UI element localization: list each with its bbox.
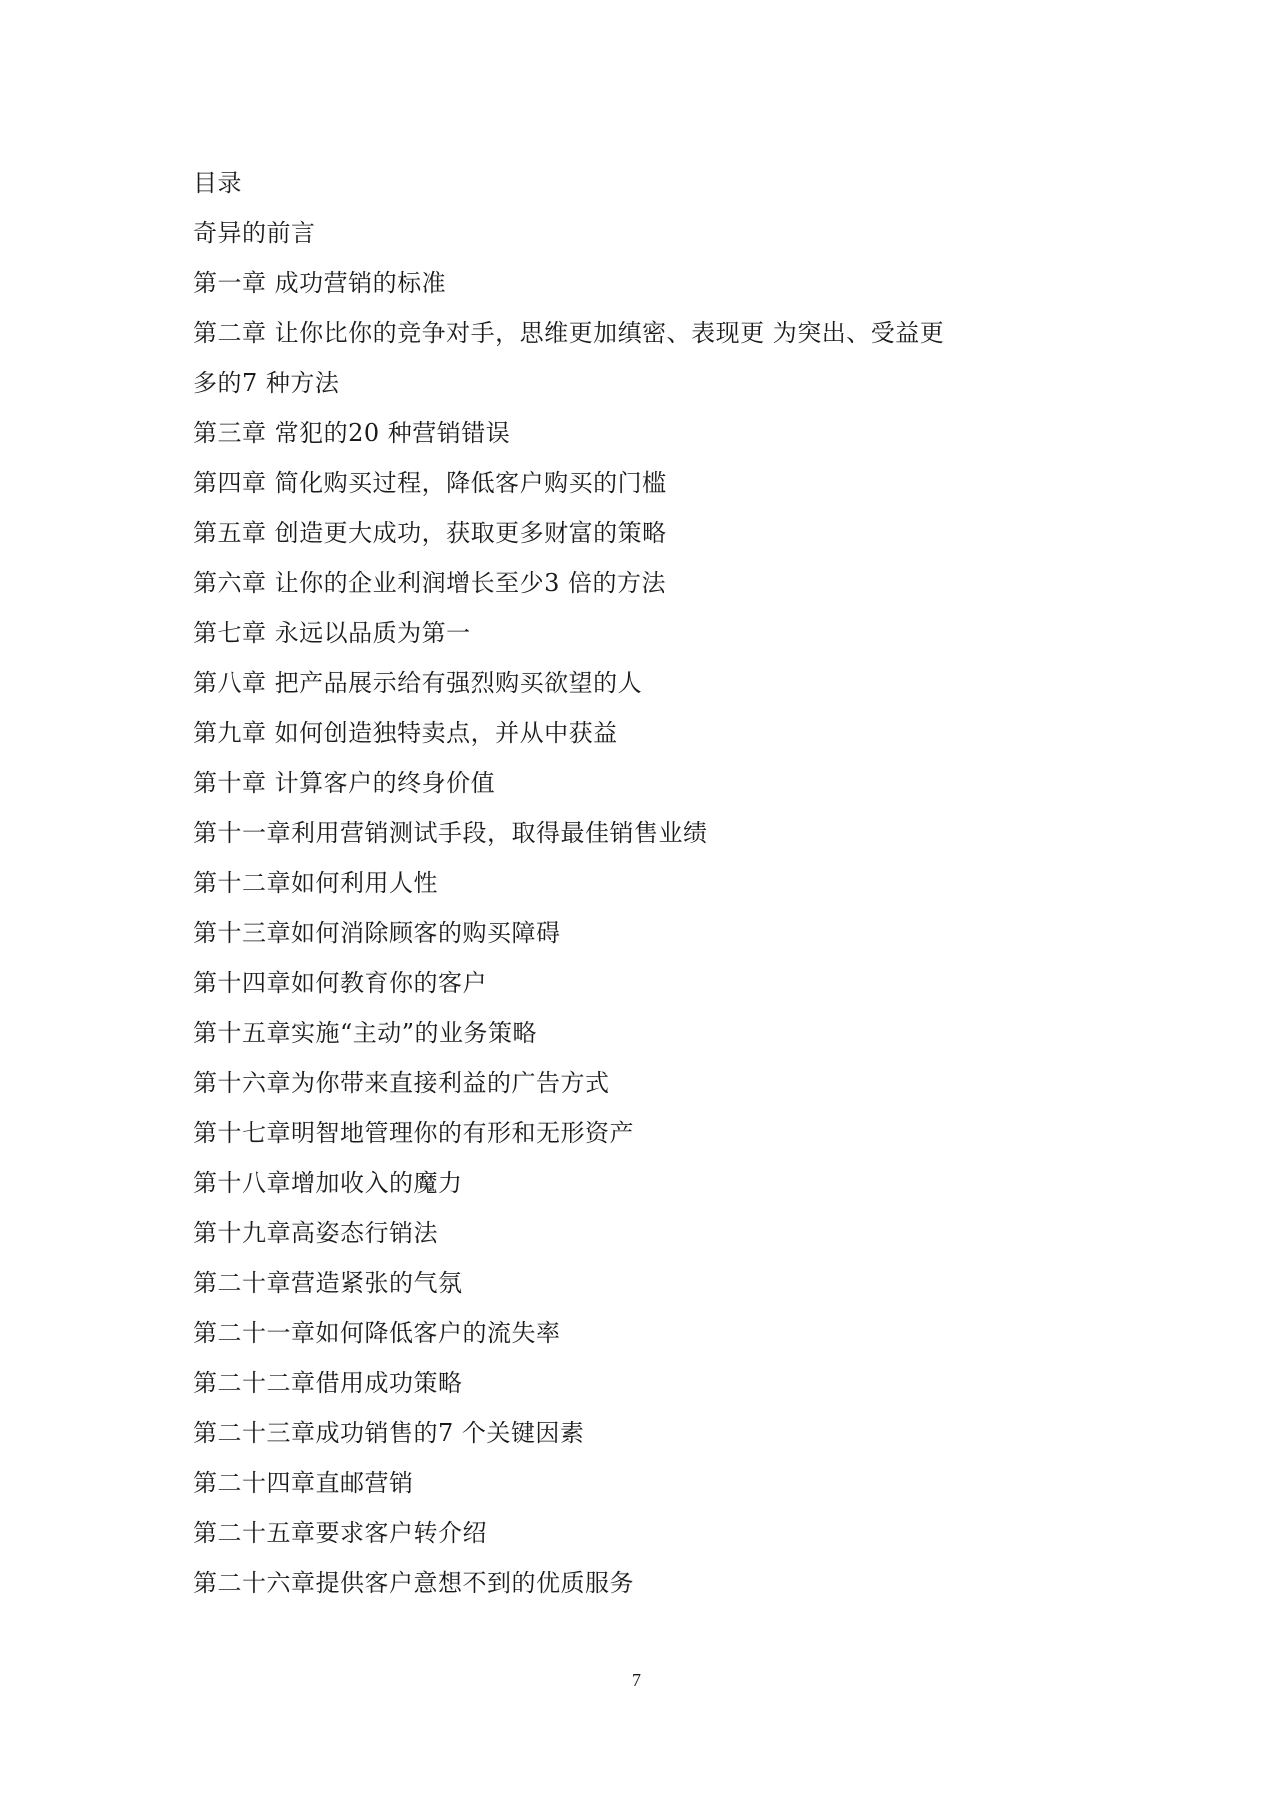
toc-item: 第十一章利用营销测试手段，取得最佳销售业绩 bbox=[193, 819, 708, 847]
toc-item: 第二十四章直邮营销 bbox=[193, 1469, 414, 1497]
toc-item: 第二十五章要求客户转介绍 bbox=[193, 1519, 487, 1547]
toc-item: 第一章 成功营销的标准 bbox=[193, 269, 447, 297]
toc-item: 第五章 创造更大成功，获取更多财富的策略 bbox=[193, 519, 667, 547]
toc-item: 第八章 把产品展示给有强烈购买欲望的人 bbox=[193, 669, 643, 697]
toc-item-continuation: 多的7 种方法 bbox=[193, 369, 340, 397]
toc-item: 第二十章营造紧张的气氛 bbox=[193, 1269, 463, 1297]
toc-item: 第二十二章借用成功策略 bbox=[193, 1369, 463, 1397]
toc-item-preface: 奇异的前言 bbox=[193, 219, 316, 247]
toc-item: 第六章 让你的企业利润增长至少3 倍的方法 bbox=[193, 569, 667, 597]
toc-item: 第十四章如何教育你的客户 bbox=[193, 969, 487, 997]
toc-heading: 目录 bbox=[193, 169, 242, 197]
toc-item: 第三章 常犯的20 种营销错误 bbox=[193, 419, 511, 447]
table-of-contents bbox=[193, 158, 1073, 1608]
toc-item: 第十七章明智地管理你的有形和无形资产 bbox=[193, 1119, 634, 1147]
toc-item: 第十五章实施“主动”的业务策略 bbox=[193, 1019, 538, 1047]
toc-item: 第十二章如何利用人性 bbox=[193, 869, 438, 897]
toc-item: 第十三章如何消除顾客的购买障碍 bbox=[193, 919, 561, 947]
toc-item: 第四章 简化购买过程，降低客户购买的门槛 bbox=[193, 469, 667, 497]
toc-item: 第七章 永远以品质为第一 bbox=[193, 619, 471, 647]
toc-item: 第二十三章成功销售的7 个关键因素 bbox=[193, 1419, 585, 1447]
toc-item: 第二十六章提供客户意想不到的优质服务 bbox=[193, 1569, 634, 1597]
toc-item: 第二十一章如何降低客户的流失率 bbox=[193, 1319, 561, 1347]
toc-item: 第十八章增加收入的魔力 bbox=[193, 1169, 463, 1197]
toc-item: 第十六章为你带来直接利益的广告方式 bbox=[193, 1069, 610, 1097]
page-number: 7 bbox=[632, 1670, 641, 1690]
toc-item: 第二章 让你比你的竞争对手，思维更加缜密、表现更 为突出、受益更 bbox=[193, 319, 945, 347]
toc-item: 第十章 计算客户的终身价值 bbox=[193, 769, 496, 797]
toc-item: 第十九章高姿态行销法 bbox=[193, 1219, 438, 1247]
toc-item: 第九章 如何创造独特卖点，并从中获益 bbox=[193, 719, 618, 747]
